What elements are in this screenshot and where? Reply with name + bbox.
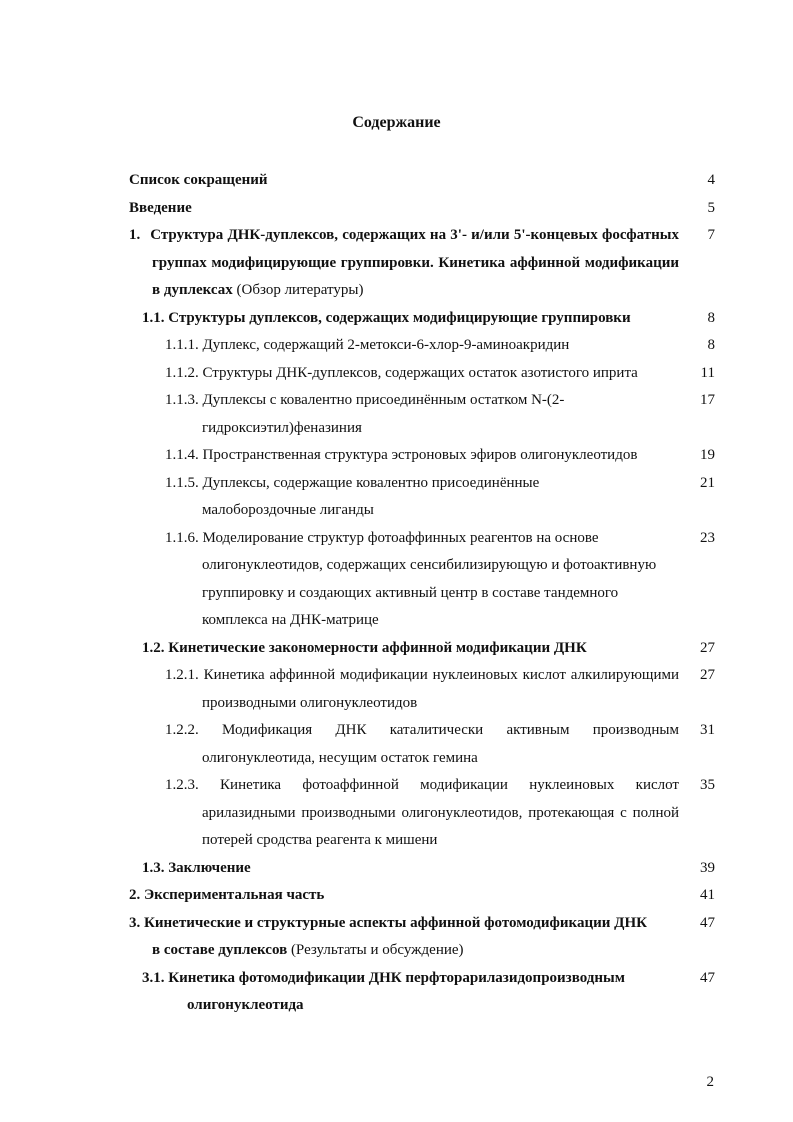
toc-entry-number: 1. xyxy=(129,227,141,243)
toc-entry-title: Кинетические и структурные аспекты аффинной фотомодификации ДНК в составе дуплексов xyxy=(144,914,648,958)
toc-page-number: 35 xyxy=(700,777,715,793)
toc-entry[interactable] xyxy=(0,525,793,635)
toc-entry-title: Моделирование структур фотоаффинных реагентов на основе олигонуклеотидов, содержащих сенсибилизирующую и фотоактивную группировку и создающих активный центр в составе тандемного комплекса на ДНК-матрице xyxy=(202,529,657,628)
toc-entry[interactable] xyxy=(0,222,793,305)
toc-page-number: 11 xyxy=(700,364,715,381)
toc-entry-number: 1.1.5. xyxy=(165,474,199,491)
page-title: Содержание xyxy=(352,114,441,131)
toc-entry-title: Список сокращений xyxy=(129,172,268,188)
toc-entry-number: 1.1.6. xyxy=(165,529,199,546)
toc-page-number: 47 xyxy=(700,914,715,931)
toc-entry-number: 1.2.2. xyxy=(165,722,199,738)
toc-entry[interactable] xyxy=(0,855,793,883)
toc-entry[interactable] xyxy=(0,772,793,855)
toc-entry-title: Структуры дуплексов, содержащих модифицирующие группировки xyxy=(168,309,631,326)
toc-entry-number: 1.2.1. xyxy=(165,667,199,683)
toc-entry-number: 1.2.3. xyxy=(165,777,199,793)
toc-page-number: 21 xyxy=(700,474,715,491)
toc-entry[interactable] xyxy=(0,717,793,772)
toc-entry-subtitle: (Результаты и обсуждение) xyxy=(287,942,464,958)
page-number: 2 xyxy=(706,1074,714,1090)
table-of-contents xyxy=(0,167,793,1020)
toc-entry-title: Кинетика аффинной модификации нуклеиновых кислот алкилирующими производными олигонуклеотидов xyxy=(202,667,679,711)
toc-entry-title: Структура ДНК-дуплексов, содержащих на 3'- и/или 5'-концевых фосфатных группах модифицирующие группировки. Кинетика аффинной модификации в дуплексах xyxy=(150,227,679,298)
toc-entry-title: Кинетические закономерности аффинной модификации ДНК xyxy=(168,639,587,656)
toc-page-number: 8 xyxy=(707,337,715,353)
toc-entry[interactable] xyxy=(0,387,793,442)
toc-page-number: 27 xyxy=(700,639,715,656)
toc-entry-number: 1.1. xyxy=(142,309,165,326)
toc-entry-title: Введение xyxy=(129,199,192,216)
toc-entry-number: 1.1.3. xyxy=(165,392,199,408)
toc-entry-title: Дуплексы, содержащие ковалентно присоединённые малобороздочные лиганды xyxy=(202,474,540,518)
toc-page-number: 19 xyxy=(700,447,715,463)
toc-entry-title: Кинетика фотомодификации ДНК перфторарилазидопроизводным олигонуклеотида xyxy=(168,969,625,1013)
toc-entry-title: Заключение xyxy=(168,859,251,876)
toc-page-number: 41 xyxy=(700,887,715,903)
toc-entry-title: Пространственная структура эстроновых эфиров олигонуклеотидов xyxy=(202,447,638,463)
toc-entry[interactable] xyxy=(0,662,793,717)
toc-entry[interactable] xyxy=(0,910,793,965)
toc-entry[interactable] xyxy=(0,167,793,195)
toc-entry[interactable] xyxy=(0,332,793,360)
toc-entry-title: Дуплексы с ковалентно присоединённым остатком N-(2-гидроксиэтил)феназиния xyxy=(202,392,565,436)
toc-page-number: 23 xyxy=(700,529,715,546)
toc-page-number: 8 xyxy=(707,309,715,326)
toc-page-number: 27 xyxy=(700,667,715,683)
toc-entry[interactable] xyxy=(0,965,793,1020)
toc-entry-number: 1.3. xyxy=(142,859,165,876)
toc-entry-number: 1.2. xyxy=(142,639,165,656)
toc-entry[interactable] xyxy=(0,305,793,333)
toc-entry-title: Структуры ДНК-дуплексов, содержащих остаток азотистого иприта xyxy=(202,364,638,381)
toc-page-number: 47 xyxy=(700,969,715,986)
toc-entry[interactable] xyxy=(0,360,793,388)
toc-entry[interactable] xyxy=(0,195,793,223)
toc-page-number: 31 xyxy=(700,722,715,738)
toc-entry[interactable] xyxy=(0,882,793,910)
toc-entry-number: 3.1. xyxy=(142,969,165,986)
toc-entry-title: Экспериментальная часть xyxy=(144,887,325,903)
toc-entry-number: 2. xyxy=(129,887,141,903)
toc-entry[interactable] xyxy=(0,442,793,470)
toc-page-number: 5 xyxy=(707,199,715,216)
toc-page-number: 39 xyxy=(700,859,715,876)
toc-entry[interactable] xyxy=(0,635,793,663)
toc-entry[interactable] xyxy=(0,470,793,525)
toc-entry-subtitle: (Обзор литературы) xyxy=(232,282,364,298)
toc-entry-number: 1.1.2. xyxy=(165,364,199,381)
toc-entry-title: Кинетика фотоаффинной модификации нуклеиновых кислот арилазидными производными олигонуклеотидов, протекающая с полной потерей сродства реагента к мишени xyxy=(202,777,679,848)
toc-entry-title: Модификация ДНК каталитически активным производным олигонуклеотида, несущим остаток гемина xyxy=(202,722,680,766)
toc-page-number: 17 xyxy=(700,392,715,408)
toc-page-number: 4 xyxy=(707,172,715,188)
toc-entry-number: 3. xyxy=(129,914,141,931)
toc-entry-number: 1.1.4. xyxy=(165,447,199,463)
toc-entry-number: 1.1.1. xyxy=(165,337,199,353)
toc-entry-title: Дуплекс, содержащий 2-метокси-6-хлор-9-аминоакридин xyxy=(202,337,570,353)
toc-page-number: 7 xyxy=(707,227,715,243)
